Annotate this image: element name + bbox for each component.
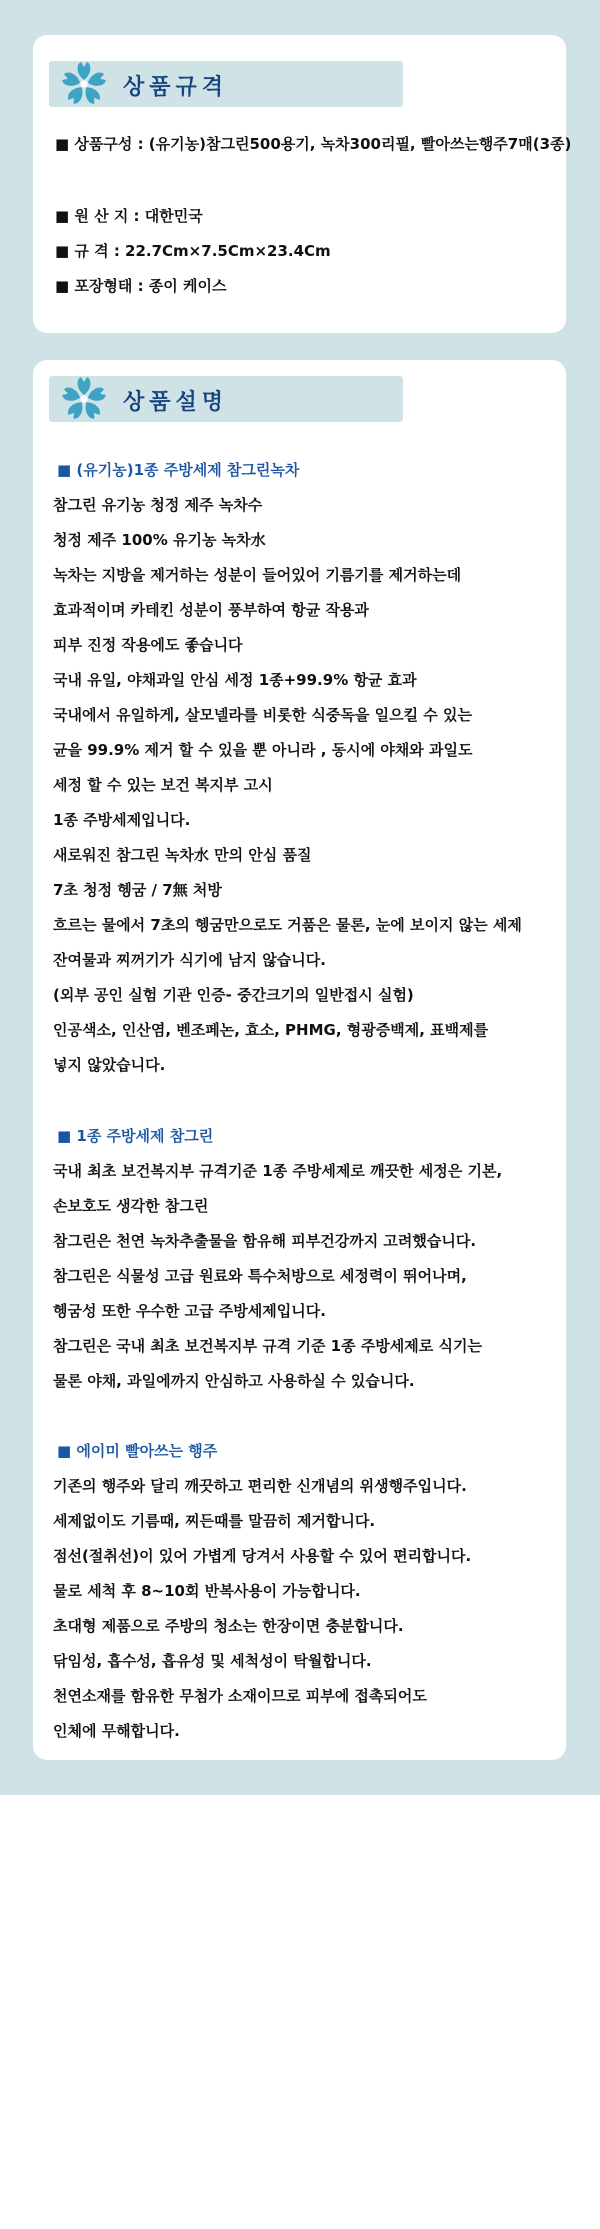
sub1-line: 1종 주방세제입니다.	[53, 811, 191, 829]
sub3-line: 닦임성, 흡수성, 흡유성 및 세척성이 탁월합니다.	[53, 1652, 372, 1670]
sub1-line: 7초 청정 헹굼 / 7無 처방	[53, 881, 222, 899]
sub1-title: ■ (유기농)1종 주방세제 참그린녹차	[57, 461, 300, 479]
sub1-line: 인공색소, 인산염, 벤조페논, 효소, PHMG, 형광증백제, 표백제를	[53, 1021, 489, 1039]
spec-packaging: ■ 포장형태 : 종이 케이스	[55, 277, 227, 295]
sub3-line: 기존의 행주와 달리 깨끗하고 편리한 신개념의 위생행주입니다.	[53, 1477, 467, 1495]
sub1-line: 효과적이며 카테킨 성분이 풍부하여 항균 작용과	[53, 601, 369, 619]
sub1-line: 참그린 유기농 청정 제주 녹차수	[53, 496, 263, 514]
sub2-title: ■ 1종 주방세제 참그린	[57, 1127, 214, 1145]
sub3-line: 점선(절취선)이 있어 가볍게 당겨서 사용할 수 있어 편리합니다.	[53, 1547, 472, 1565]
spec-title: 상품규격	[123, 75, 229, 100]
flower-icon	[59, 374, 109, 424]
sub3-line: 인체에 무해합니다.	[53, 1722, 180, 1740]
flower-icon	[59, 59, 109, 109]
spec-card	[33, 35, 572, 333]
sub2-line: 헹굼성 또한 우수한 고급 주방세제입니다.	[53, 1302, 326, 1320]
spec-title-banner	[49, 61, 403, 107]
sub2-line: 물론 야채, 과일에까지 안심하고 사용하실 수 있습니다.	[53, 1372, 415, 1390]
sub1-line: 녹차는 지방을 제거하는 성분이 들어있어 기름기를 제거하는데	[53, 566, 462, 584]
desc-title-banner	[49, 376, 403, 422]
description-card	[33, 360, 566, 1760]
sub3-title: ■ 에이미 빨아쓰는 행주	[57, 1442, 218, 1460]
sub1-line: 국내에서 유일하게, 살모넬라를 비롯한 식중독을 일으킬 수 있는	[53, 706, 472, 724]
sub1-line: 새로워진 참그린 녹차水 만의 안심 품질	[53, 846, 312, 864]
spec-origin: ■ 원 산 지 : 대한민국	[55, 207, 203, 225]
spec-size: ■ 규 격 : 22.7Cm×7.5Cm×23.4Cm	[55, 242, 331, 260]
sub2-line: 참그린은 국내 최초 보건복지부 규격 기준 1종 주방세제로 식기는	[53, 1337, 482, 1355]
sub1-line: 국내 유일, 야채과일 안심 세정 1종+99.9% 항균 효과	[53, 671, 417, 689]
sub3-line: 세제없이도 기름때, 찌든때를 말끔히 제거합니다.	[53, 1512, 376, 1530]
sub2-line: 참그린은 천연 녹차추출물을 함유해 피부건강까지 고려했습니다.	[53, 1232, 477, 1250]
sub3-line: 초대형 제품으로 주방의 청소는 한장이면 충분합니다.	[53, 1617, 404, 1635]
sub1-line: 넣지 않았습니다.	[53, 1056, 166, 1074]
sub3-line: 물로 세척 후 8~10회 반복사용이 가능합니다.	[53, 1582, 361, 1600]
sub1-line: 청정 제주 100% 유기농 녹차水	[53, 531, 266, 549]
sub1-line: 피부 진정 작용에도 좋습니다	[53, 636, 243, 654]
sub2-line: 손보호도 생각한 참그린	[53, 1197, 209, 1215]
sub2-line: 참그린은 식물성 고급 원료와 특수처방으로 세정력이 뛰어나며,	[53, 1267, 467, 1285]
sub2-line: 국내 최초 보건복지부 규격기준 1종 주방세제로 깨끗한 세정은 기본,	[53, 1162, 503, 1180]
desc-title: 상품설명	[123, 390, 229, 415]
sub1-line: 균을 99.9% 제거 할 수 있을 뿐 아니라 , 동시에 야채와 과일도	[53, 741, 473, 759]
sub1-line: 흐르는 물에서 7초의 헹굼만으로도 거품은 물론, 눈에 보이지 않는 세제	[53, 916, 522, 934]
spec-composition: ■ 상품구성 : (유기농)참그린500용기, 녹차300리필, 빨아쓰는행주7매(3종)	[55, 135, 572, 153]
sub1-line: 세정 할 수 있는 보건 복지부 고시	[53, 776, 273, 794]
sub3-line: 천연소재를 함유한 무첨가 소재이므로 피부에 접촉되어도	[53, 1687, 427, 1705]
sub1-line: (외부 공인 실험 기관 인증- 중간크기의 일반접시 실험)	[53, 986, 414, 1004]
sub1-line: 잔여물과 찌꺼기가 식기에 남지 않습니다.	[53, 951, 326, 969]
